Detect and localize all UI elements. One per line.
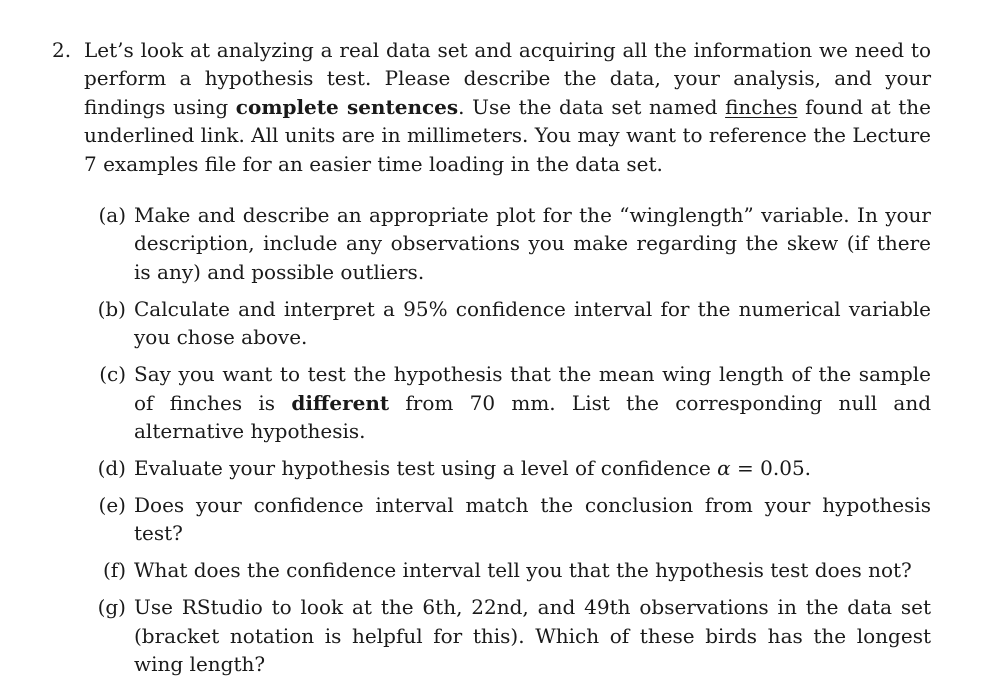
part-a (52, 201, 931, 286)
part-e-label: (e) (98, 493, 126, 518)
problem-2 (52, 36, 931, 178)
part-c-text (134, 360, 931, 445)
problem-number: 2. (52, 38, 72, 62)
problem-intro (84, 36, 931, 178)
part-f-label: (f) (102, 558, 126, 583)
part-b-label: (b) (97, 296, 126, 321)
part-b (52, 295, 931, 352)
part-c-bold-text: different (291, 390, 390, 415)
intro-text-3: found at the underlined link. All units are in millimeters. You may want to reference the Lecture 7 examples file for an easier time loading in the data set. (84, 94, 931, 176)
part-b-text: Calculate and interpret a 95% confidence interval for the numerical variable you chose above. (134, 296, 931, 350)
part-f-text: What does the confidence interval tell you that the hypothesis test does not? (134, 558, 912, 583)
part-d-label: (d) (97, 456, 126, 481)
part-e (52, 491, 931, 548)
part-g (52, 593, 931, 678)
intro-text-1: Let’s look at analyzing a real data set and acquiring all the information we need to perform a hypothesis test. Please describe the data, your analysis, and your findings using (84, 38, 931, 119)
part-g-text: Use RStudio to look at the 6th, 22nd, and 49th observations in the data set (bracket notation is helpful for this). Which of these birds has the longest wing length? (134, 595, 931, 677)
part-c (52, 360, 931, 445)
part-e-text: Does your confidence interval match the conclusion from your hypothesis test? (134, 493, 931, 546)
alpha-symbol: α (717, 456, 731, 481)
part-f (52, 556, 931, 584)
finches-link[interactable]: finches (725, 94, 798, 119)
part-c-text-1: Say you want to test the hypothesis that the mean wing length of the sample of finches is (134, 362, 931, 415)
part-d (52, 454, 931, 482)
part-d-text-2: = 0.05. (730, 456, 812, 481)
part-d-text-1: Evaluate your hypothesis test using a level of confidence (134, 456, 718, 481)
intro-bold-text: complete sentences (235, 94, 459, 119)
part-a-label: (a) (98, 203, 126, 228)
intro-text-2: . Use the data set named (458, 94, 726, 119)
part-c-label: (c) (99, 362, 126, 387)
question-parts-list (52, 201, 931, 679)
part-c-text-2: from 70 mm. List the corresponding null and alternative hypothesis. (134, 390, 932, 444)
part-a-text: Make and describe an appropriate plot for the “winglength” variable. In your description, include any observations you make regarding the skew (if there is any) and possible outliers. (134, 203, 931, 284)
part-d-text (134, 454, 931, 482)
part-g-label: (g) (97, 595, 126, 620)
